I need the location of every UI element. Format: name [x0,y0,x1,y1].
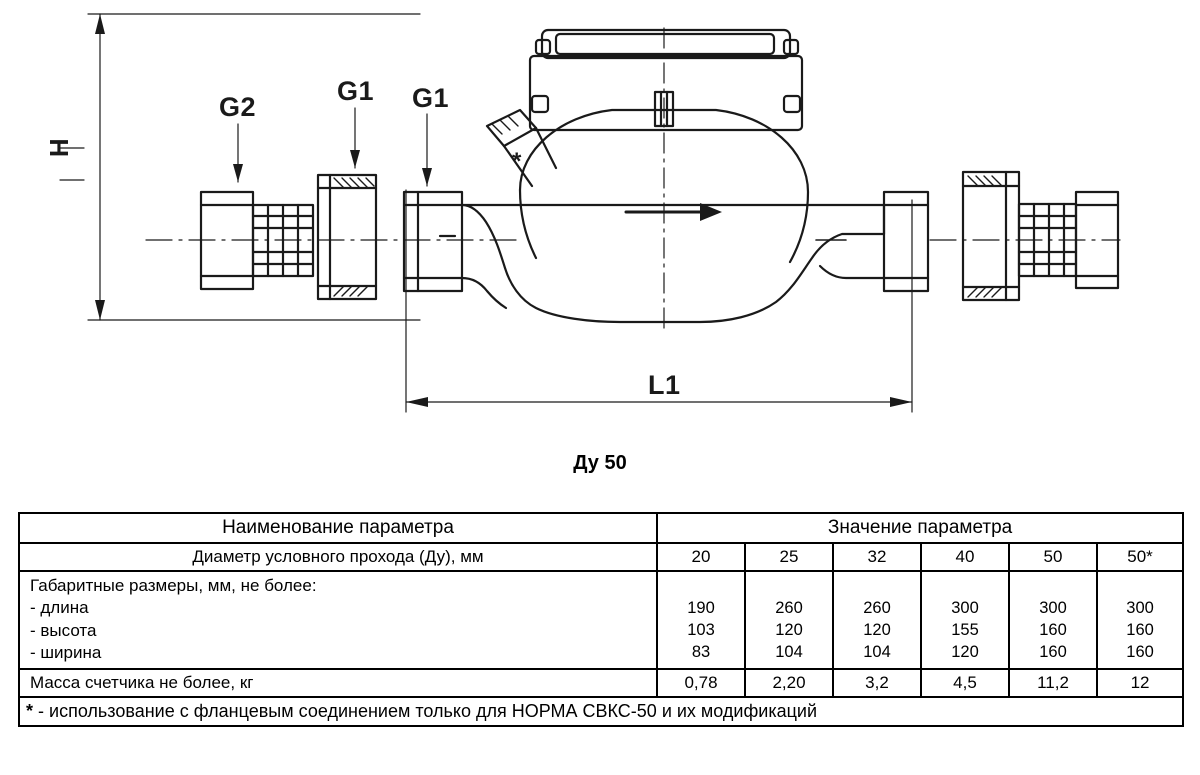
dim-blank [928,576,1002,598]
footnote-cell [19,697,1183,726]
mass-value: 11,2 [1009,669,1097,697]
dim-blank [664,576,738,598]
dim-blank [752,576,826,598]
dn-value: 50* [1097,543,1183,571]
dim-height: 160 [1126,620,1154,639]
dimensions-column [745,571,833,669]
dim-length: 300 [1126,599,1154,618]
mass-value: 12 [1097,669,1183,697]
dim-width: 83 [691,642,711,661]
footnote-asterisk: * [26,700,34,721]
dim-width: 120 [951,642,979,661]
dim-width: 104 [863,642,891,661]
dim-length: 260 [863,599,891,618]
dn-value: 40 [921,543,1009,571]
mass-value: 4,5 [921,669,1009,697]
dimension-label-height: H [44,137,75,158]
dim-width: 160 [1126,642,1154,661]
dimensions-label-line: - ширина [30,643,102,663]
dim-height: 120 [863,620,891,639]
dn-value: 25 [745,543,833,571]
dimensions-column [833,571,921,669]
dimensions-column [657,571,745,669]
drawing-caption: Ду 50 [573,452,627,474]
table-header-row [19,513,1183,543]
dim-height: 103 [687,620,715,639]
dim-length: 260 [775,599,803,618]
dim-height: 120 [775,620,803,639]
dimensions-row-label [19,571,657,669]
dimension-label-g1-left: G1 [337,76,375,106]
dim-width: 104 [775,642,803,661]
dimensions-label-line: - высота [30,620,97,640]
table-row-dn [19,543,1183,571]
dn-value: 50 [1009,543,1097,571]
footnote-text: - использование с фланцевым соединением только для НОРМА СВКС-50 и их модификаций [33,700,818,721]
header-parameter-name: Наименование параметра [19,513,657,543]
header-parameter-value: Значение параметра [657,513,1183,543]
dn-value: 32 [833,543,921,571]
dim-height: 160 [1039,620,1067,639]
specifications-table-wrap [18,512,1182,727]
dim-blank [840,576,914,598]
dimensions-column [921,571,1009,669]
table-row-mass [19,669,1183,697]
dimension-label-g1-right: G1 [412,83,450,113]
dimension-label-length: L1 [648,370,681,400]
dimension-label-g2: G2 [219,92,257,122]
asterisk-marker: * [512,148,522,175]
mass-value: 3,2 [833,669,921,697]
dim-height: 155 [951,620,979,639]
dimensions-column [1097,571,1183,669]
table-row-dimensions [19,571,1183,669]
dim-blank [1104,576,1176,598]
dimensions-label-line: Габаритные размеры, мм, не более: [30,576,317,595]
dim-width: 160 [1039,642,1067,661]
dn-value: 20 [657,543,745,571]
dim-length: 190 [687,599,715,618]
dimensions-column [1009,571,1097,669]
dim-length: 300 [1039,599,1067,618]
dn-row-label: Диаметр условного прохода (Ду), мм [19,543,657,571]
specifications-table [18,512,1184,727]
mass-value: 2,20 [745,669,833,697]
mass-row-label: Масса счетчика не более, кг [19,669,657,697]
dim-blank [1016,576,1090,598]
mass-value: 0,78 [657,669,745,697]
dim-length: 300 [951,599,979,618]
dimensions-label-line: - длина [30,598,89,618]
table-row-footnote [19,697,1183,726]
